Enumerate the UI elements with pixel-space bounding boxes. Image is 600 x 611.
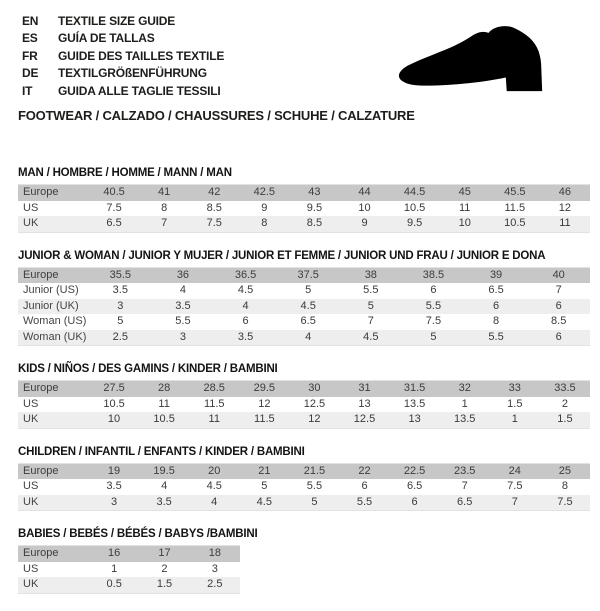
size-cell: 40 bbox=[552, 268, 565, 281]
size-cell: 42 bbox=[208, 186, 221, 199]
size-cell: 7.5 bbox=[106, 201, 122, 214]
size-cell: 6 bbox=[411, 495, 418, 508]
language-code: EN bbox=[22, 13, 39, 28]
size-cell: 9 bbox=[361, 217, 368, 230]
size-cell: 8.5 bbox=[551, 315, 567, 328]
size-cell: 37.5 bbox=[297, 268, 319, 281]
size-cell: 10.5 bbox=[153, 413, 175, 426]
row-label: US bbox=[23, 480, 39, 493]
section-title: JUNIOR & WOMAN / JUNIOR Y MUJER / JUNIOR ET FEMME / JUNIOR UND FRAU / JUNIOR E DONA bbox=[18, 249, 546, 262]
size-cell: 2 bbox=[161, 562, 168, 575]
row-label: Europe bbox=[23, 382, 59, 395]
size-cell: 9.5 bbox=[406, 217, 423, 230]
size-cell: 4.5 bbox=[300, 299, 316, 312]
size-cell: 24 bbox=[508, 464, 521, 477]
size-cell: 3.5 bbox=[112, 284, 128, 297]
size-cell: 11 bbox=[458, 201, 471, 214]
size-cell: 8 bbox=[161, 201, 168, 214]
size-cell: 6.5 bbox=[300, 315, 316, 328]
table-row bbox=[18, 463, 590, 479]
size-cell: 5 bbox=[305, 284, 312, 297]
size-cell: 28.5 bbox=[203, 382, 225, 395]
size-cell: 4.5 bbox=[256, 495, 272, 508]
size-cell: 10.5 bbox=[504, 217, 526, 230]
size-cell: 7 bbox=[555, 284, 562, 297]
size-cell: 19.5 bbox=[153, 464, 175, 477]
table-row bbox=[18, 479, 590, 495]
size-cell: 3 bbox=[110, 495, 118, 508]
size-cell: 10 bbox=[358, 201, 371, 214]
size-cell: 2.5 bbox=[112, 330, 128, 343]
size-cell: 45.5 bbox=[504, 186, 526, 199]
table-row bbox=[18, 577, 240, 593]
row-label: Europe bbox=[23, 547, 59, 560]
size-cell: 6 bbox=[493, 299, 500, 312]
size-cell: 11.5 bbox=[504, 201, 526, 214]
size-cell: 22 bbox=[358, 464, 371, 477]
language-code: ES bbox=[22, 31, 38, 46]
size-cell: 9.5 bbox=[306, 201, 323, 214]
size-cell: 27.5 bbox=[103, 382, 125, 395]
table-row bbox=[18, 381, 590, 397]
size-cell: 6 bbox=[555, 330, 562, 343]
size-cell: 30 bbox=[308, 382, 321, 395]
size-cell: 42.5 bbox=[253, 186, 276, 199]
row-label: Europe bbox=[23, 464, 59, 477]
size-cell: 10 bbox=[458, 217, 471, 230]
size-cell: 6 bbox=[361, 480, 368, 493]
size-cell: 22.5 bbox=[403, 464, 426, 477]
size-cell: 11.5 bbox=[203, 397, 225, 410]
table-row bbox=[18, 412, 590, 428]
size-cell: 38 bbox=[364, 268, 377, 281]
size-cell: 8 bbox=[493, 315, 500, 328]
size-cell: 3.5 bbox=[237, 330, 254, 343]
size-cell: 9 bbox=[261, 201, 268, 214]
size-cell: 28 bbox=[158, 382, 171, 395]
size-cell: 8 bbox=[261, 217, 268, 230]
size-table-section bbox=[18, 250, 590, 347]
size-cell: 6.5 bbox=[406, 480, 423, 493]
size-cell: 1 bbox=[461, 397, 468, 410]
size-cell: 7 bbox=[161, 217, 168, 230]
table-row bbox=[18, 283, 590, 299]
size-cell: 5 bbox=[261, 480, 268, 493]
row-label: US bbox=[23, 562, 39, 575]
size-cell: 6.5 bbox=[488, 284, 504, 297]
language-label: TEXTILGRÖßENFÜHRUNG bbox=[58, 66, 207, 81]
size-cell: 31.5 bbox=[403, 382, 426, 395]
language-code: DE bbox=[22, 66, 39, 81]
section-title: BABIES / BEBÉS / BÉBÉS / BABYS /BAMBINI bbox=[18, 528, 258, 540]
size-cell: 2.5 bbox=[207, 578, 223, 591]
size-cell: 33.5 bbox=[554, 382, 576, 395]
size-cell: 5.5 bbox=[306, 480, 323, 493]
size-cell: 8.5 bbox=[306, 217, 323, 230]
size-cell: 45 bbox=[458, 186, 471, 199]
size-cell: 5 bbox=[311, 495, 318, 508]
size-cell: 36 bbox=[176, 268, 190, 281]
language-row bbox=[22, 65, 224, 83]
size-cell: 20 bbox=[208, 464, 221, 477]
size-cell: 4.5 bbox=[363, 330, 379, 343]
category-heading: FOOTWEAR / CALZADO / CHAUSSURES / SCHUHE / CALZATURE bbox=[18, 108, 415, 123]
size-cell: 39 bbox=[489, 268, 503, 281]
row-label: Junior (US) bbox=[23, 284, 79, 297]
row-label: UK bbox=[23, 495, 39, 508]
section-title: KIDS / NIÑOS / DES GAMINS / KINDER / BAMBINI bbox=[18, 363, 278, 375]
size-cell: 5 bbox=[430, 330, 437, 343]
size-cell: 12.5 bbox=[303, 397, 326, 410]
size-cell: 3.5 bbox=[156, 495, 172, 508]
table-row bbox=[18, 546, 240, 562]
size-cell: 44.5 bbox=[403, 186, 426, 199]
size-cell: 44 bbox=[358, 186, 371, 199]
language-row bbox=[22, 30, 224, 48]
size-cell: 1 bbox=[511, 413, 518, 426]
dress-shoe-icon bbox=[393, 22, 575, 102]
size-table-section bbox=[18, 363, 590, 429]
table-row bbox=[18, 495, 590, 511]
size-cell: 3.5 bbox=[175, 299, 191, 312]
size-cell: 25 bbox=[558, 464, 572, 477]
row-label: Europe bbox=[23, 268, 59, 281]
size-cell: 1 bbox=[111, 562, 118, 575]
table-row bbox=[18, 299, 590, 315]
size-cell: 7 bbox=[367, 315, 374, 328]
size-cell: 5 bbox=[117, 315, 124, 328]
size-table bbox=[18, 463, 590, 512]
size-cell: 5.5 bbox=[425, 299, 442, 312]
size-cell: 46 bbox=[558, 186, 572, 199]
size-cell: 6 bbox=[555, 299, 562, 312]
size-cell: 5.5 bbox=[356, 495, 373, 508]
size-table-section bbox=[18, 446, 590, 512]
size-cell: 18 bbox=[208, 547, 221, 560]
language-code: IT bbox=[22, 83, 33, 98]
size-cell: 4.5 bbox=[206, 480, 222, 493]
size-cell: 19 bbox=[107, 464, 121, 477]
size-table-section bbox=[18, 528, 590, 594]
size-cell: 10.5 bbox=[403, 201, 426, 214]
size-table bbox=[18, 545, 240, 594]
size-cell: 5.5 bbox=[363, 284, 379, 297]
size-table-section bbox=[18, 167, 590, 233]
row-label: UK bbox=[23, 578, 39, 591]
row-label: Junior (UK) bbox=[23, 299, 79, 312]
table-row bbox=[18, 185, 590, 201]
table-row bbox=[18, 397, 590, 413]
size-cell: 6.5 bbox=[457, 495, 473, 508]
size-cell: 6 bbox=[430, 284, 437, 297]
size-cell: 4.5 bbox=[237, 284, 254, 297]
section-title: CHILDREN / INFANTIL / ENFANTS / KINDER / BAMBINI bbox=[18, 445, 305, 458]
language-label: GUIDE DES TAILLES TEXTILE bbox=[58, 48, 225, 63]
size-cell: 6 bbox=[242, 315, 249, 328]
row-label: US bbox=[23, 201, 39, 214]
size-cell: 33 bbox=[508, 382, 521, 395]
size-cell: 3.5 bbox=[106, 480, 122, 493]
size-cell: 4 bbox=[305, 330, 312, 343]
size-cell: 7 bbox=[461, 480, 468, 493]
size-cell: 12 bbox=[258, 397, 271, 410]
row-label: UK bbox=[23, 217, 39, 230]
table-row bbox=[18, 330, 590, 346]
table-row bbox=[18, 562, 240, 578]
size-cell: 16 bbox=[108, 547, 121, 560]
size-cell: 31 bbox=[358, 382, 371, 395]
size-cell: 32 bbox=[458, 382, 471, 395]
row-label: Europe bbox=[23, 186, 59, 199]
row-label: UK bbox=[23, 413, 39, 426]
size-cell: 11 bbox=[158, 397, 170, 410]
language-code: FR bbox=[22, 48, 38, 63]
language-label: GUIDA ALLE TAGLIE TESSILI bbox=[58, 83, 221, 98]
row-label: Woman (UK) bbox=[23, 330, 87, 343]
size-cell: 8.5 bbox=[206, 201, 222, 214]
row-label: US bbox=[23, 397, 39, 410]
table-row bbox=[18, 267, 590, 283]
size-cell: 4 bbox=[242, 299, 249, 312]
size-cell: 5.5 bbox=[488, 330, 504, 343]
table-row bbox=[18, 314, 590, 330]
size-table bbox=[18, 380, 590, 429]
size-cell: 4 bbox=[161, 480, 168, 493]
size-cell: 4 bbox=[179, 284, 186, 297]
language-row bbox=[22, 12, 224, 30]
size-cell: 4 bbox=[211, 495, 218, 508]
size-cell: 7 bbox=[511, 495, 518, 508]
language-label: GUÍA DE TALLAS bbox=[58, 31, 155, 46]
table-row bbox=[18, 201, 590, 217]
size-cell: 12 bbox=[308, 413, 321, 426]
size-cell: 1.5 bbox=[156, 578, 173, 591]
size-cell: 38.5 bbox=[422, 268, 445, 281]
size-cell: 11 bbox=[208, 413, 220, 426]
size-table bbox=[18, 267, 590, 347]
size-cell: 7.5 bbox=[425, 315, 442, 328]
size-cell: 1.5 bbox=[507, 397, 523, 410]
size-cell: 29.5 bbox=[253, 382, 276, 395]
size-cell: 8 bbox=[561, 480, 568, 493]
size-cell: 6.5 bbox=[106, 217, 122, 230]
size-cell: 11.5 bbox=[254, 413, 275, 426]
size-cell: 12.5 bbox=[353, 413, 376, 426]
size-cell: 40.5 bbox=[103, 186, 125, 199]
size-cell: 7.5 bbox=[507, 480, 523, 493]
size-cell: 1.5 bbox=[557, 413, 573, 426]
size-cell: 11 bbox=[559, 217, 571, 230]
size-cell: 7.5 bbox=[206, 217, 222, 230]
language-list bbox=[22, 12, 224, 100]
size-cell: 2 bbox=[561, 397, 568, 410]
size-cell: 21 bbox=[258, 464, 271, 477]
language-label: TEXTILE SIZE GUIDE bbox=[58, 13, 176, 28]
size-cell: 10.5 bbox=[103, 397, 125, 410]
size-cell: 13 bbox=[408, 413, 421, 426]
size-cell: 41 bbox=[158, 186, 171, 199]
size-cell: 21.5 bbox=[303, 464, 326, 477]
size-tables bbox=[18, 167, 590, 611]
size-cell: 12 bbox=[558, 201, 572, 214]
section-title: MAN / HOMBRE / HOMME / MANN / MAN bbox=[18, 167, 232, 179]
size-cell: 23.5 bbox=[453, 464, 476, 477]
size-cell: 5.5 bbox=[175, 315, 191, 328]
size-cell: 35.5 bbox=[109, 268, 132, 281]
row-label: Woman (US) bbox=[23, 315, 87, 328]
size-cell: 7.5 bbox=[557, 495, 573, 508]
size-cell: 10 bbox=[107, 413, 121, 426]
size-cell: 13 bbox=[358, 397, 371, 410]
size-cell: 3 bbox=[211, 562, 218, 575]
language-row bbox=[22, 82, 224, 100]
size-cell: 36.5 bbox=[234, 268, 257, 281]
size-cell: 43 bbox=[308, 186, 321, 199]
size-cell: 17 bbox=[158, 547, 171, 560]
size-cell: 13.5 bbox=[453, 413, 476, 426]
size-cell: 3 bbox=[179, 330, 186, 343]
size-cell: 5 bbox=[367, 299, 374, 312]
size-cell: 3 bbox=[117, 299, 124, 312]
size-cell: 0.5 bbox=[106, 578, 122, 591]
size-table bbox=[18, 184, 590, 233]
table-row bbox=[18, 216, 590, 232]
size-cell: 13.5 bbox=[403, 397, 426, 410]
language-row bbox=[22, 47, 224, 65]
